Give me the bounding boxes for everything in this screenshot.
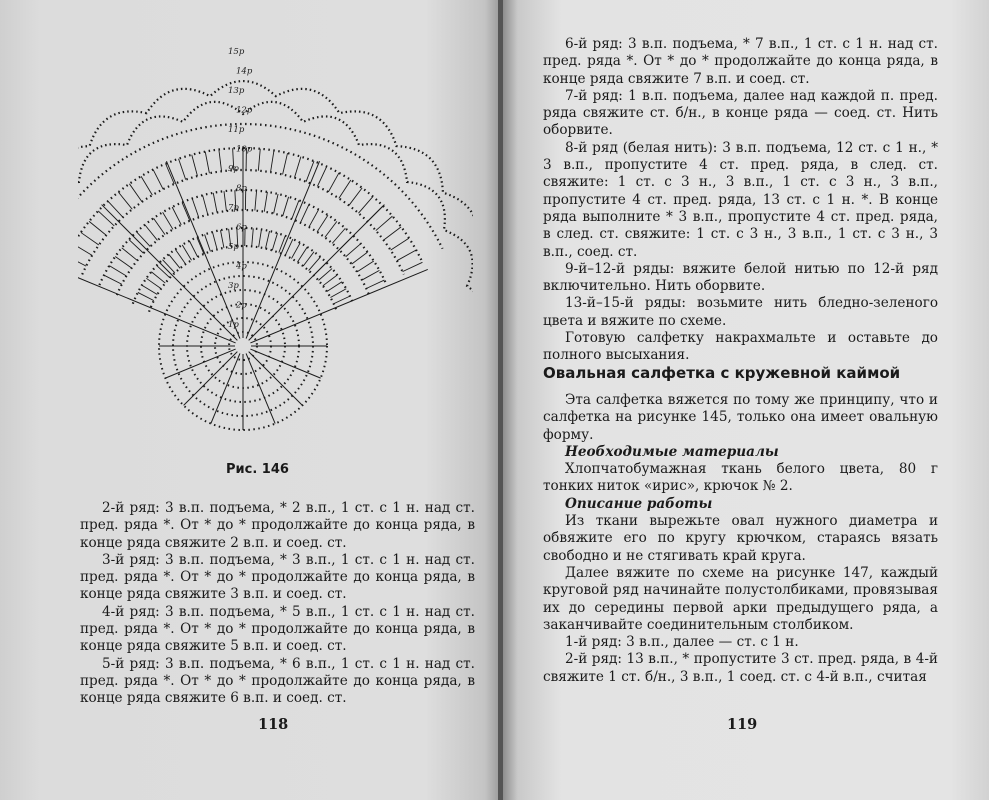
stitch-tick bbox=[205, 152, 209, 174]
stitch-tick bbox=[300, 205, 308, 223]
stitch-tick bbox=[115, 257, 131, 268]
row-label: 1р bbox=[228, 320, 239, 330]
materials-heading: Необходимые материалы bbox=[565, 443, 779, 460]
stitch-tick bbox=[274, 194, 278, 213]
row-label: 3р bbox=[228, 281, 239, 291]
stitch-tick bbox=[283, 153, 288, 174]
stitch-tick bbox=[332, 228, 345, 243]
paragraph: 13-й–15-й ряды: возьмите нить бледно-зеленого цвета и вяжите по схеме. bbox=[543, 295, 938, 329]
row-label: 4р bbox=[236, 261, 247, 272]
stitch-tick bbox=[197, 237, 204, 254]
stitch-tick bbox=[122, 248, 138, 261]
paragraph: 8-й ряд (белая нить): 3 в.п. подъема, 12 ст. с 1 н., * 3 в.п., пропустите 4 ст. пред. ряда, в след. ст. свяжите: 1 ст. с 3 н., 3 в.п., 1 ст. с 3 н., 3 в.п., пропустите 4 ст. пред. ряда, 13 ст. с 1 н. *. В конце ряда выполните * 3 в.п., пропустите 4 ст. пред. ряда, в след. ст. свяжите: 1 ст. с 3 н., 3 в.п., 1 ст. с 3 н., 3 в.п., соед. ст. bbox=[543, 139, 938, 260]
stitch-tick bbox=[317, 167, 326, 187]
stitch-tick bbox=[129, 184, 142, 202]
stitch-tick bbox=[163, 260, 175, 273]
work-heading: Описание работы bbox=[565, 495, 713, 512]
row-label: 10р bbox=[236, 144, 253, 155]
stitch-tick bbox=[154, 218, 165, 234]
row-label: 8р bbox=[236, 183, 247, 194]
materials-paragraph: Хлопчатобумажная ткань белого цвета, 80 г тонких ниток «ирис», крючок № 2. bbox=[543, 461, 938, 495]
stitch-tick bbox=[179, 159, 186, 180]
radial-stitch bbox=[250, 269, 427, 342]
stitch-tick bbox=[172, 207, 181, 225]
stitch-tick bbox=[192, 198, 199, 217]
right-page-text-bottom bbox=[543, 392, 938, 686]
paragraph: Далее вяжите по схеме на рисунке 147, каждый круговой ряд начинайте полустолбиками, провязывая их до середины первой арки предыдущего ряда, а заканчивайте соединительным столбиком. bbox=[543, 564, 938, 633]
stitch-tick bbox=[213, 193, 217, 213]
paragraph: 2-й ряд: 3 в.п. подъема, * 2 в.п., 1 ст. с 1 н. над ст. пред. ряда *. От * до * продолжайте до конца ряда, в конце ряда свяжите 2 в.п. и соед. ст. bbox=[80, 500, 475, 551]
right-page-text-top bbox=[543, 36, 938, 365]
stitch-tick bbox=[224, 191, 226, 211]
stitch-tick bbox=[376, 216, 393, 230]
stitch-tick bbox=[339, 236, 353, 250]
stitch-tick bbox=[264, 192, 267, 212]
stitch-tick bbox=[146, 278, 161, 288]
paragraph: Готовую салфетку накрахмальте и оставьте до полного высыхания. bbox=[543, 330, 938, 364]
paragraph: 5-й ряд: 3 в.п. подъема, * 6 в.п., 1 ст. с 1 н. над ст. пред. ряда *. От * до * продолжайте до конца ряда, в конце ряда свяжите 6 в.п. и соед. ст. bbox=[80, 655, 475, 707]
row-label: 6р bbox=[236, 222, 247, 233]
stitch-tick bbox=[294, 157, 300, 178]
stitch-tick bbox=[166, 164, 175, 184]
page-number-left: 118 bbox=[258, 716, 289, 733]
crochet-diagram-svg bbox=[78, 38, 473, 453]
lace-edge bbox=[78, 102, 473, 346]
row-label: 14р bbox=[236, 66, 253, 77]
section-heading: Овальная салфетка с кружевной каймой bbox=[543, 364, 901, 382]
stitch-tick bbox=[309, 210, 319, 227]
stitch-tick bbox=[352, 252, 368, 264]
paragraph: Из ткани вырежьте овал нужного диаметра и обвяжите его по кругу крючком, стараясь вязать свободно и не стягивать край круга. bbox=[543, 513, 938, 564]
stitch-tick bbox=[323, 275, 337, 286]
row-label: 9р bbox=[228, 164, 239, 174]
stitch-tick bbox=[318, 269, 332, 281]
stitch-tick bbox=[182, 245, 191, 260]
stitch-tick bbox=[303, 252, 314, 266]
stitch-tick bbox=[317, 215, 328, 232]
stitch-tick bbox=[118, 192, 132, 209]
stitch-tick bbox=[328, 173, 339, 192]
stitch-tick bbox=[104, 275, 122, 284]
radial-stitch bbox=[102, 205, 238, 341]
stitch-tick bbox=[108, 201, 123, 217]
stitch-tick bbox=[205, 234, 211, 251]
stitch-tick bbox=[81, 232, 99, 245]
row-label: 2р bbox=[236, 300, 247, 311]
stitch-tick bbox=[349, 188, 362, 206]
stitch-tick bbox=[255, 191, 257, 211]
stitch-tick bbox=[189, 241, 197, 257]
stitch-tick bbox=[169, 254, 180, 268]
stitch-tick bbox=[109, 266, 126, 276]
stitch-tick bbox=[182, 202, 190, 220]
stitch-tick bbox=[78, 256, 86, 266]
stitch-tick bbox=[145, 225, 158, 241]
stitch-tick bbox=[339, 180, 351, 198]
stitch-tick bbox=[397, 250, 416, 261]
stitch-tick bbox=[292, 200, 299, 219]
stitch-tick bbox=[272, 233, 277, 250]
page-number-right: 119 bbox=[727, 716, 758, 733]
stitch-tick bbox=[391, 238, 409, 250]
stitch-tick bbox=[192, 155, 198, 176]
paragraph: 1-й ряд: 3 в.п., далее — ст. с 1 н. bbox=[565, 634, 799, 651]
stitch-tick bbox=[283, 197, 289, 216]
stitch-tick bbox=[325, 221, 337, 237]
stitch-tick bbox=[252, 228, 254, 246]
figure-caption: Рис. 146 bbox=[226, 462, 289, 477]
stitch-tick bbox=[367, 206, 383, 222]
dotted-arc bbox=[78, 124, 443, 249]
row-label: 11р bbox=[228, 125, 245, 135]
stitch-tick bbox=[327, 282, 342, 292]
stitch-tick bbox=[98, 211, 114, 226]
paragraph: 2-й ряд: 13 в.п., * пропустите 3 ст. пред. ряда, в 4-й свяжите 1 ст. б/н., 3 в.п., 1 соед. ст. с 4-й в.п., считая bbox=[543, 651, 938, 685]
stitch-tick bbox=[212, 232, 217, 249]
paragraph: 7-й ряд: 1 в.п. подъема, далее над каждой п. пред. ряда свяжите ст. б/н., в конце ряда — соед. ст. Нить оборвите. bbox=[543, 87, 938, 139]
intro-paragraph: Эта салфетка вяжется по тому же принципу, что и салфетка на рисунке 145, только она имеет овальную форму. bbox=[543, 392, 938, 443]
stitch-tick bbox=[153, 170, 163, 190]
row-label: 5р bbox=[228, 242, 239, 252]
radial-stitch bbox=[246, 161, 319, 338]
stitch-tick bbox=[366, 280, 384, 288]
stitch-tick bbox=[279, 236, 285, 253]
stitch-tick bbox=[384, 227, 402, 240]
stitch-tick bbox=[297, 247, 307, 262]
paragraph: 3-й ряд: 3 в.п. подъема, * 3 в.п., 1 ст. с 1 н. над ст. пред. ряда *. От * до * продолжайте до конца ряда, в конце ряда свяжите 3 в.п. и соед. ст. bbox=[80, 551, 475, 603]
stitch-tick bbox=[330, 289, 346, 298]
paragraph: 9-й–12-й ряды: вяжите белой нитью по 12-й ряд включительно. Нить оборвите. bbox=[543, 260, 938, 295]
stitch-tick bbox=[357, 261, 374, 272]
stitch-tick bbox=[203, 195, 208, 214]
paragraph: 4-й ряд: 3 в.п. подъема, * 5 в.п., 1 ст. с 1 н. над ст. пред. ряда *. От * до * продолжайте до конца ряда, в конце ряда свяжите 5 в.п. и соед. ст. bbox=[80, 603, 475, 655]
stitch-tick bbox=[138, 292, 154, 300]
stitch-tick bbox=[175, 249, 185, 264]
row-label: 7р bbox=[228, 203, 239, 213]
stitch-tick bbox=[89, 221, 106, 235]
stitch-tick bbox=[265, 231, 269, 249]
stitch-tick bbox=[142, 285, 157, 294]
row-label: 12р bbox=[236, 105, 253, 116]
stitch-tick bbox=[362, 270, 379, 280]
stitch-tick bbox=[314, 263, 327, 276]
stitch-tick bbox=[129, 240, 144, 254]
stitch-tick bbox=[358, 197, 372, 214]
stitch-tick bbox=[291, 243, 300, 259]
row-label: 15р bbox=[228, 47, 245, 57]
stitch-tick bbox=[259, 229, 262, 247]
stitch-tick bbox=[163, 212, 173, 229]
stitch-tick bbox=[78, 244, 92, 255]
stitch-tick bbox=[219, 149, 222, 171]
stitch-tick bbox=[141, 176, 152, 195]
stitch-tick bbox=[151, 272, 165, 283]
stitch-tick bbox=[258, 149, 260, 171]
stitch-tick bbox=[309, 257, 321, 271]
paragraph: 6-й ряд: 3 в.п. подъема, * 7 в.п., 1 ст. с 1 н. над ст. пред. ряда *. От * до * продолжайте до конца ряда, в конце ряда свяжите 7 в.п. и соед. ст. bbox=[543, 36, 938, 87]
stitch-tick bbox=[271, 150, 274, 172]
row-label: 13р bbox=[228, 86, 245, 96]
crochet-diagram bbox=[78, 38, 473, 453]
stitch-tick bbox=[403, 262, 423, 271]
stitch-tick bbox=[346, 244, 361, 257]
dotted-arc bbox=[78, 148, 422, 262]
left-page-text bbox=[80, 500, 475, 708]
stitch-tick bbox=[157, 266, 170, 278]
stitch-tick bbox=[137, 232, 151, 247]
lace-edge-outer bbox=[78, 81, 473, 313]
stitch-tick bbox=[220, 230, 223, 248]
